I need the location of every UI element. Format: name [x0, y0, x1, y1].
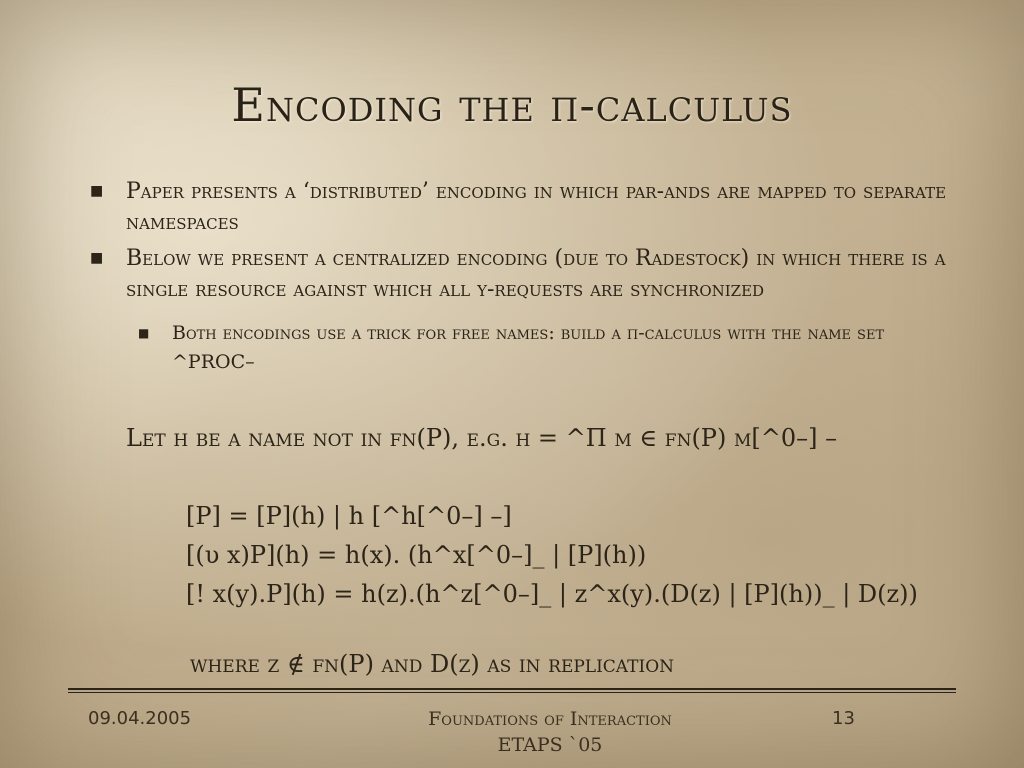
- equation-line: [(υ x)P](h) = h(x). (h^x[^0–]_ | [P](h)): [186, 541, 647, 569]
- bullet-item: [86, 243, 956, 305]
- footer-divider: [68, 688, 956, 690]
- footer-date: 09.04.2005: [88, 708, 192, 729]
- where-clause: where z ∉ fn(P) and D(z) as in replication: [190, 650, 675, 678]
- page-number: 13: [832, 708, 855, 729]
- equation-line: [P] = [P](h) | h [^h[^0–] –]: [186, 502, 512, 530]
- sub-bullet-item: [86, 319, 956, 377]
- bullet-item: [86, 176, 956, 238]
- square-bullet-icon: ■: [90, 250, 104, 266]
- bullet-text: Paper presents a ‘distributed’ encoding in which par-ands are mapped to separate namespaces: [126, 179, 947, 235]
- bullet-text: Below we present a centralized encoding (due to Radestock) in which there is a single resource against which all υ-requests are synchronized: [126, 246, 946, 302]
- slide-title: Encoding the π-calculus: [231, 78, 793, 132]
- bullet-list: [86, 176, 956, 377]
- footer-title-line2: ETAPS `05: [497, 734, 603, 756]
- footer-title: [330, 706, 770, 758]
- footer-divider-thin: [68, 692, 956, 693]
- sub-bullet-text: Both encodings use a trick for free names: build a π-calculus with the name set ^PROC–: [172, 322, 885, 373]
- square-bullet-icon: ■: [90, 183, 104, 199]
- footer-title-line1: Foundations of Interaction: [428, 708, 672, 730]
- square-bullet-icon: ■: [138, 326, 150, 340]
- let-definition: Let h be a name not in fn(P), e.g. h = ^Π m ∈ fn(P) m[^0–] –: [126, 424, 838, 452]
- equation-line: [! x(y).P](h) = h(z).(h^z[^0–]_ | z^x(y).(D(z) | [P](h))_ | D(z)): [186, 580, 918, 608]
